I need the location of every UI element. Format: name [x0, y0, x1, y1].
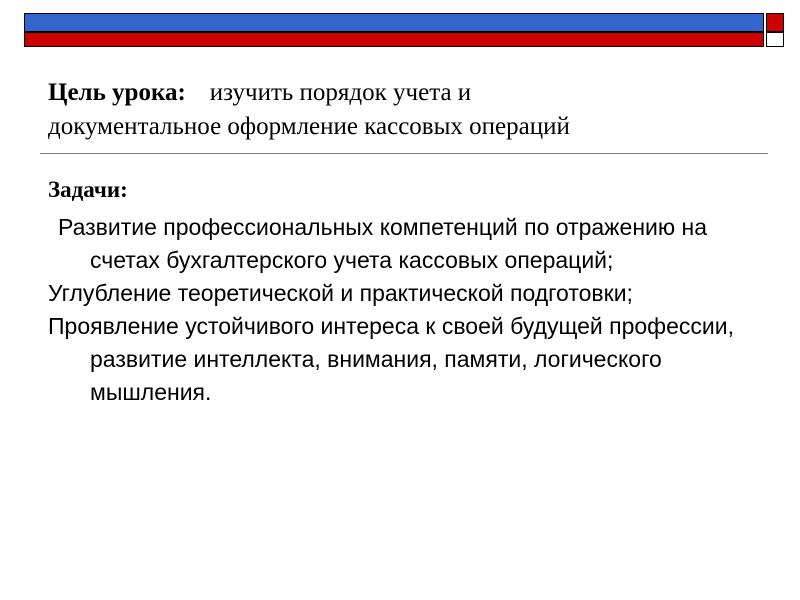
slide-title [48, 76, 768, 144]
tasks-list [48, 211, 768, 409]
task-item: Развитие профессиональных компетенций по отражению на счетах бухгалтерского учета кассовых операций; [58, 214, 708, 273]
header-white-square [766, 32, 784, 47]
header-blue-bar [24, 13, 764, 32]
task-item: Проявление устойчивого интереса к своей будущей профессии, развитие интеллекта, внимания, памяти, логического мышления. [48, 313, 734, 405]
header-red-square [766, 13, 784, 32]
title-text-line2: документальное оформление кассовых операций [48, 113, 570, 140]
title-divider [40, 153, 768, 154]
title-text-line1: изучить порядок учета и [209, 79, 472, 106]
tasks-heading: Задачи: [48, 177, 128, 202]
task-item: Углубление теоретической и практической подготовки; [48, 280, 633, 306]
header-red-bar [24, 32, 764, 47]
title-label: Цель урока: [48, 79, 186, 106]
